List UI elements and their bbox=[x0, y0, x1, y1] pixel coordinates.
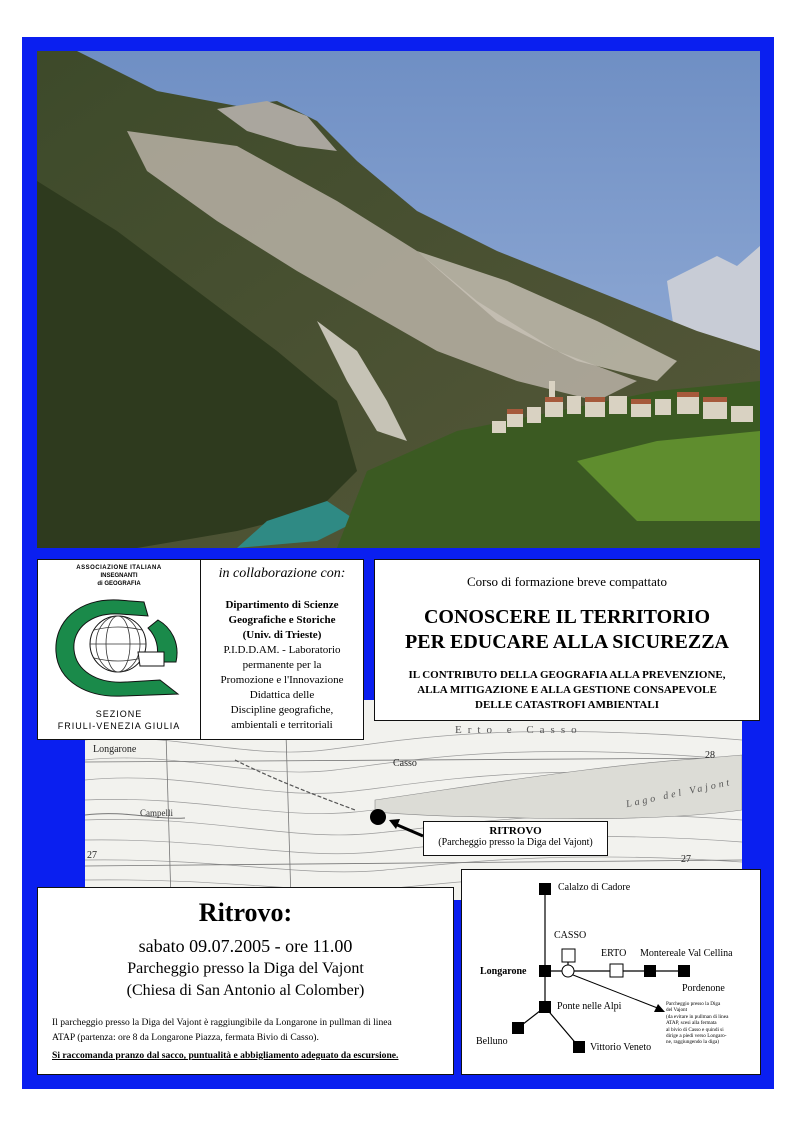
route-stop-calalzo: Calalzo di Cadore bbox=[558, 882, 631, 893]
collaboration-box bbox=[200, 559, 364, 740]
meeting-recommendation: Si raccomanda pranzo dal sacco, puntualità e abbigliamento adeguato da escursione. bbox=[52, 1050, 399, 1061]
course-desc-line1: IL CONTRIBUTO DELLA GEOGRAFIA ALLA PREVENZIONE, bbox=[408, 669, 726, 681]
route-note-line: dirige a piedi verso Longaro- bbox=[666, 1033, 727, 1040]
map-meeting-label-title: RITROVO bbox=[489, 825, 542, 837]
association-name-line3: di GEOGRAFIA bbox=[97, 581, 141, 587]
map-grid-number: 27 bbox=[87, 850, 97, 861]
route-note-line: Parcheggio presso la Diga bbox=[666, 1001, 721, 1007]
route-stop-erto: ERTO bbox=[601, 948, 627, 959]
collab-heading: in collaborazione con: bbox=[218, 566, 346, 581]
course-desc-line3: DELLE CATASTROFI AMBIENTALI bbox=[475, 699, 659, 711]
map-place-erto-casso: Erto e Casso bbox=[455, 724, 583, 736]
route-note-line: ne, raggiungendo la diga) bbox=[666, 1039, 720, 1046]
lab-line: Discipline geografiche, bbox=[230, 704, 334, 716]
map-meeting-label-sub: (Parcheggio presso la Diga del Vajont) bbox=[438, 837, 593, 848]
map-meeting-label bbox=[423, 821, 608, 856]
course-title-line1: CONOSCERE IL TERRITORIO bbox=[423, 606, 710, 628]
meeting-datetime: sabato 09.07.2005 - ore 11.00 bbox=[138, 936, 353, 956]
map-grid-number: 27 bbox=[681, 854, 691, 865]
meeting-info-line1: Il parcheggio presso la Diga del Vajont è raggiungibile da Longarone in pullman di linea bbox=[52, 1017, 392, 1028]
course-desc-line2: ALLA MITIGAZIONE E ALLA GESTIONE CONSAPEVOLE bbox=[417, 684, 717, 696]
route-stop-vittorio: Vittorio Veneto bbox=[590, 1042, 652, 1053]
section-label-line1: SEZIONE bbox=[95, 709, 143, 719]
lab-line: permanente per la bbox=[242, 659, 322, 671]
dept-name-line2: Geografiche e Storiche bbox=[228, 614, 336, 626]
map-place-longarone: Longarone bbox=[93, 744, 137, 755]
association-name-line1: ASSOCIAZIONE ITALIANA bbox=[76, 565, 162, 571]
route-note-line: ATAP, scesi alla fermata bbox=[666, 1020, 717, 1027]
course-title-line2: PER EDUCARE ALLA SICUREZZA bbox=[405, 631, 729, 653]
map-grid-number: 28 bbox=[705, 750, 715, 761]
map-place-lago: Lago del Vajont bbox=[625, 776, 734, 811]
map-place-casso: Casso bbox=[393, 758, 417, 769]
route-note-line: al bivio di Casso e quindi si bbox=[666, 1026, 724, 1033]
route-stop-longarone: Longarone bbox=[480, 966, 527, 977]
section-label-line2: FRIULI-VENEZIA GIULIA bbox=[57, 721, 181, 731]
association-logo-box bbox=[37, 559, 201, 740]
route-stop-belluno: Belluno bbox=[476, 1036, 508, 1047]
meeting-title: Ritrovo: bbox=[198, 898, 293, 927]
globe-logo-icon bbox=[48, 592, 188, 702]
map-place-campelli: Campelli bbox=[140, 808, 173, 818]
route-stop-pordenone: Pordenone bbox=[682, 983, 725, 994]
route-note bbox=[666, 1001, 760, 1046]
association-name-line2: INSEGNANTI bbox=[100, 573, 138, 579]
route-stop-ponte: Ponte nelle Alpi bbox=[557, 1001, 622, 1012]
course-subtitle: Corso di formazione breve compattato bbox=[467, 574, 667, 589]
meeting-info-line2: ATAP (partenza: ore 8 da Longarone Piazza, fermata Bivio di Casso). bbox=[52, 1032, 319, 1043]
lab-line: Promozione e l'Innovazione bbox=[220, 674, 344, 686]
lab-line: P.I.D.D.AM. - Laboratorio bbox=[223, 644, 341, 656]
meeting-info-box bbox=[37, 887, 454, 1075]
course-info-box bbox=[374, 559, 760, 721]
meeting-place-line1: Parcheggio presso la Diga del Vajont bbox=[127, 960, 364, 977]
route-note-line: del Vajont bbox=[666, 1007, 688, 1014]
route-note-line: (da evitare in pullman di linea bbox=[666, 1013, 729, 1020]
route-stop-montereale: Montereale Val Cellina bbox=[640, 948, 733, 959]
route-diagram-box bbox=[461, 869, 761, 1075]
lab-line: Didattica delle bbox=[249, 689, 315, 701]
meeting-place-line2: (Chiesa di San Antonio al Colomber) bbox=[126, 982, 365, 999]
route-stop-casso: CASSO bbox=[554, 930, 587, 941]
dept-name-line3: (Univ. di Trieste) bbox=[242, 629, 322, 641]
lab-line: ambientali e territoriali bbox=[231, 719, 333, 731]
dept-name-line1: Dipartimento di Scienze bbox=[225, 599, 339, 611]
